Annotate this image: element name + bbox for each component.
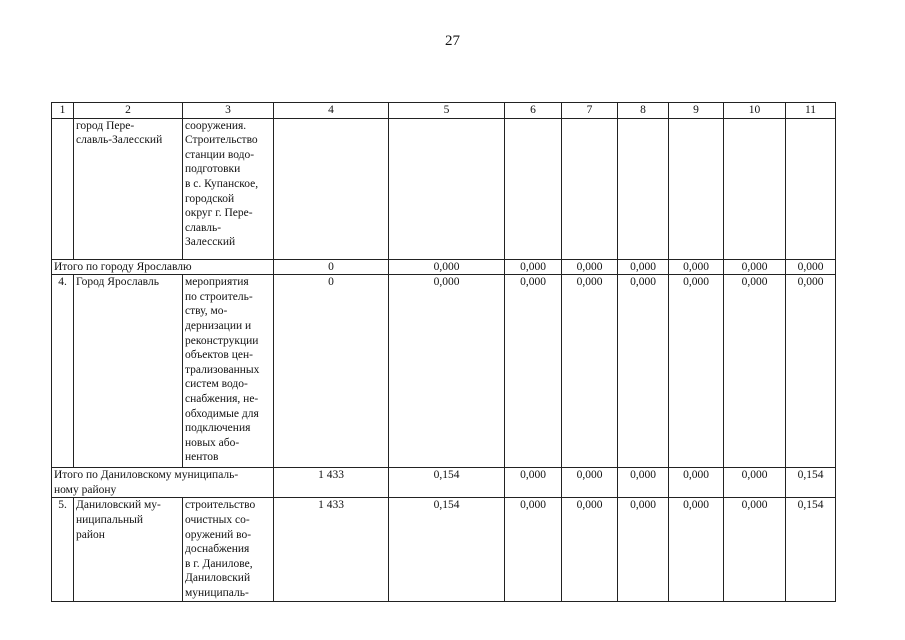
total-label: Итого по городу Ярославлю [52,259,274,275]
header-cell: 3 [183,103,274,119]
value-cell: 0,000 [724,468,786,498]
value-cell: 0,000 [669,259,724,275]
header-cell: 6 [505,103,562,119]
value-cell: 0,000 [786,275,836,468]
location-cell: Город Ярославль [74,275,183,468]
value-cell [562,118,618,259]
table-row [52,118,836,259]
value-cell: 0,000 [505,498,562,601]
location-cell: Даниловский му- ниципальный район [74,498,183,601]
total-label: Итого по Даниловскому муниципаль- ному району [52,468,274,498]
value-cell: 1 433 [274,498,389,601]
value-cell: 0,000 [505,259,562,275]
value-cell: 0,154 [786,468,836,498]
value-cell: 0,000 [724,259,786,275]
header-cell: 10 [724,103,786,119]
value-cell [274,118,389,259]
value-cell: 0,000 [669,498,724,601]
description-cell: мероприятия по строитель- ству, мо- дернизации и реконструкции объектов цен- трализованных систем водо- снабжения, не- обходимые для подключения новых або- нентов [183,275,274,468]
value-cell: 0,000 [562,259,618,275]
value-cell [669,118,724,259]
value-cell: 0,000 [389,275,505,468]
data-table [51,102,836,602]
total-row [52,468,836,498]
value-cell: 0,000 [618,468,669,498]
value-cell: 0,000 [618,275,669,468]
value-cell [724,118,786,259]
row-number: 5. [52,498,74,601]
value-cell [389,118,505,259]
value-cell: 0,154 [786,498,836,601]
value-cell: 0,000 [389,259,505,275]
table-row [52,498,836,601]
location-cell: город Пере- славль-Залесский [74,118,183,259]
value-cell: 1 433 [274,468,389,498]
value-cell: 0,154 [389,498,505,601]
total-row [52,259,836,275]
value-cell [618,118,669,259]
value-cell: 0,000 [562,498,618,601]
value-cell: 0,000 [505,468,562,498]
value-cell: 0,000 [505,275,562,468]
page-number: 27 [445,33,460,49]
row-number [52,118,74,259]
value-cell [786,118,836,259]
value-cell: 0,000 [562,468,618,498]
table-row [52,275,836,468]
header-cell: 4 [274,103,389,119]
row-number: 4. [52,275,74,468]
value-cell: 0,154 [389,468,505,498]
value-cell: 0 [274,275,389,468]
value-cell: 0 [274,259,389,275]
value-cell: 0,000 [724,275,786,468]
header-cell: 9 [669,103,724,119]
header-cell: 11 [786,103,836,119]
header-cell: 7 [562,103,618,119]
header-cell: 2 [74,103,183,119]
description-cell: строительство очистных со- оружений во- доснабжения в г. Данилове, Даниловский муниципаль- [183,498,274,601]
header-cell: 1 [52,103,74,119]
value-cell [505,118,562,259]
value-cell: 0,000 [669,468,724,498]
table-body [52,103,836,602]
value-cell: 0,000 [618,259,669,275]
header-cell: 8 [618,103,669,119]
value-cell: 0,000 [724,498,786,601]
value-cell: 0,000 [669,275,724,468]
value-cell: 0,000 [618,498,669,601]
header-cell: 5 [389,103,505,119]
table-header-row [52,103,836,119]
description-cell: сооружения. Строительство станции водо- подготовки в с. Купанское, городской округ г. Пере- славль- Залесский [183,118,274,259]
value-cell: 0,000 [786,259,836,275]
value-cell: 0,000 [562,275,618,468]
